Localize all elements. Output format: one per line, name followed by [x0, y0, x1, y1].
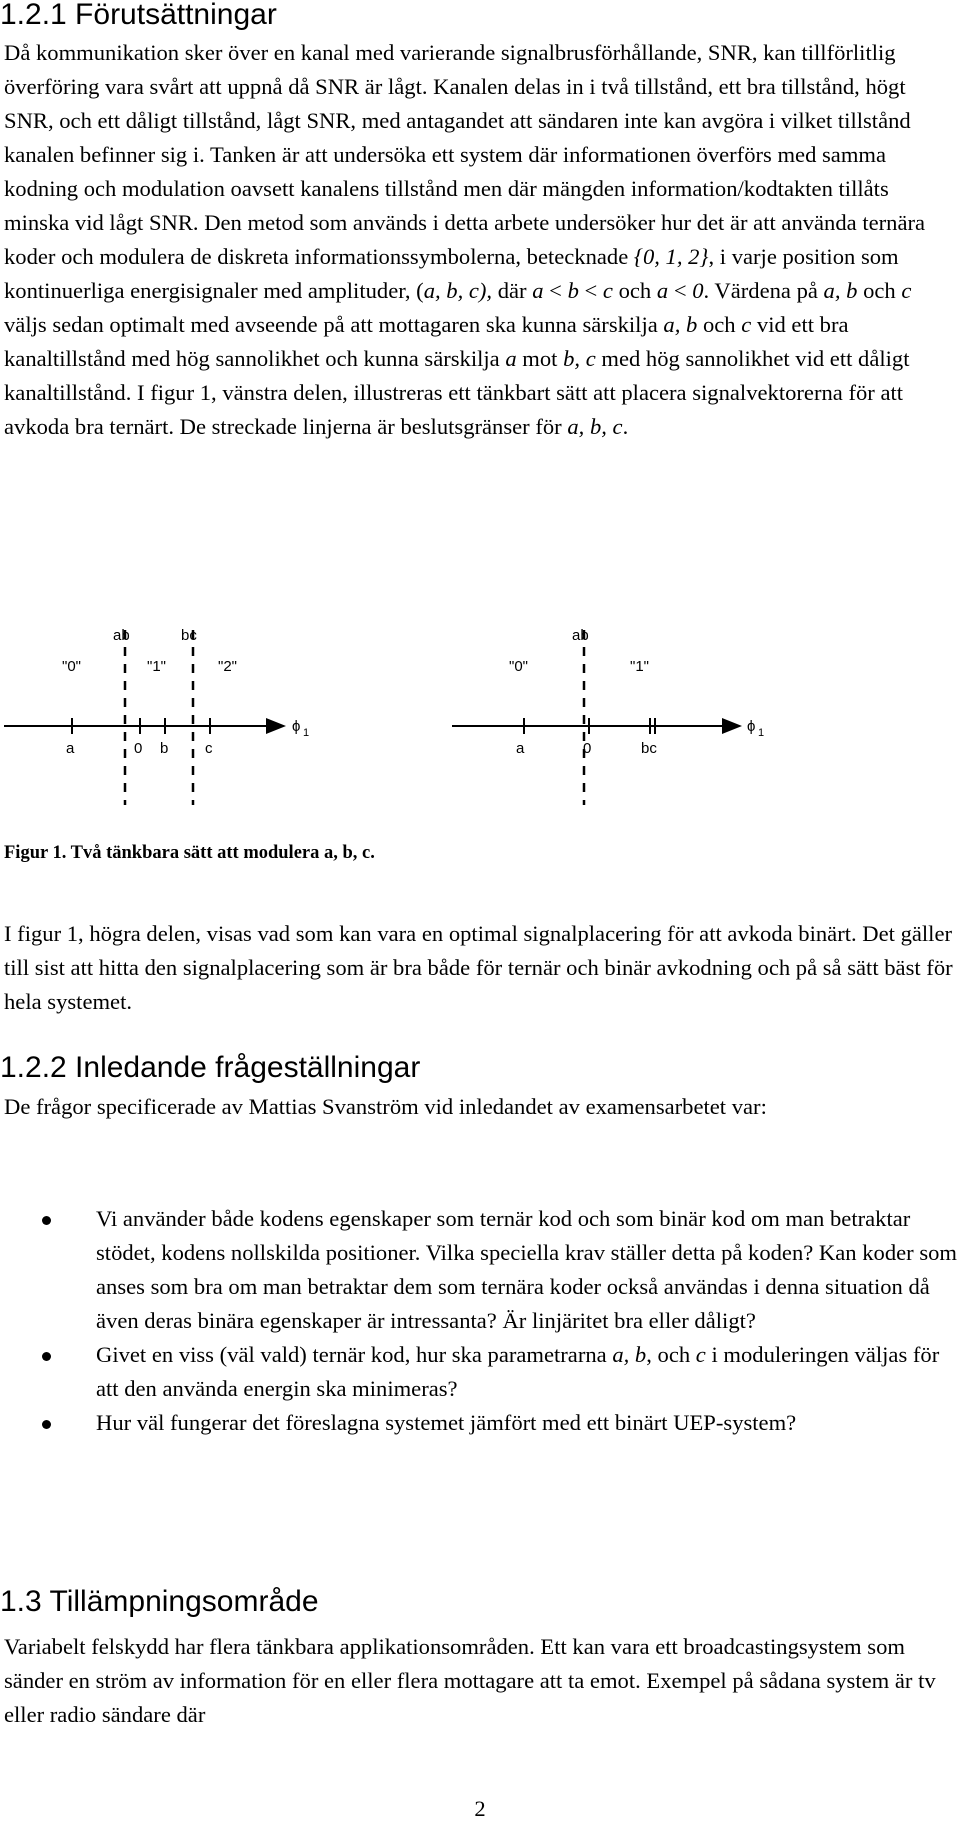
- paragraph-prerequisites: Då kommunikation sker över en kanal med varierande signalbrusförhållande, SNR, kan tillförlitlig överföring vara svårt att uppnå då SNR är lågt. Kanalen delas in i två tillstånd, ett bra tillstånd, högt SNR, och ett dåligt tillstånd, lågt SNR, med antagandet att sändaren inte kan avgöra i vilket tillstånd kanalen befinner sig i. Tanken är att undersöka ett system där informationen överförs med samma kodning och modulation oavsett kanalens tillstånd men där mängden information/kodtakten tillåts minska vid lågt SNR. Den metod som används i detta arbete undersöker hur det är att använda ternära koder och modulera de diskreta informationssymbolerna, betecknade {0, 1, 2}, i varje position som kontinuerliga energisignaler med amplituder, (a, b, c), där a < b < c och a < 0. Värdena på a, b och c väljs sedan optimalt med avseende på att mottagaren ska kunna särskilja a, b och c vid ett bra kanaltillstånd med hög sannolikhet och kunna särskilja a mot b, c med hög sannolikhet vid ett dåligt kanaltillstånd. I figur 1, vänstra delen, illustreras ett tänkbart sätt att placera signalvektorerna för att avkoda bra ternärt. De streckade linjerna är beslutsgränser för a, b, c.: [4, 40, 926, 439]
- left-region-label-2: "2": [218, 658, 237, 675]
- right-axis-subscript: 1: [758, 727, 765, 739]
- paragraph-questions-intro: De frågor specificerade av Mattias Svanström vid inledandet av examensarbetet var:: [4, 1094, 767, 1119]
- figure-right-binary: [452, 627, 764, 805]
- right-region-label-1: "1": [630, 658, 649, 675]
- left-boundary-label-bc: bc: [181, 627, 197, 644]
- right-point-label-0: 0: [583, 740, 592, 757]
- left-axis-arrowhead: [266, 718, 286, 734]
- question-2-text: Givet en viss (väl vald) ternär kod, hur ska parametrarna a, b, och c i moduleringen väljas för att den använda energin ska minimeras?: [96, 1342, 940, 1401]
- paragraph-figure-right: I figur 1, högra delen, visas vad som kan vara en optimal signalplacering för att avkoda binärt. Det gäller till sist att hitta den signalplacering som är bra både för ternär och binär avkodning och på så sätt bäst för hela systemet.: [4, 921, 953, 1014]
- bullet-icon: [42, 1420, 51, 1429]
- list-item: [0, 1202, 960, 1338]
- left-axis-label: ϕ: [292, 718, 301, 735]
- left-point-label-0: 0: [134, 740, 143, 757]
- list-item: [0, 1406, 960, 1440]
- paragraph-application-area: Variabelt felskydd har flera tänkbara applikationsområden. Ett kan vara ett broadcastingsystem som sänder en ström av information för en eller flera mottagare att ta emot. Exempel på sådana system är tv eller radio sändare där: [4, 1634, 936, 1727]
- section-heading-1-3: 1.3 Tillämpningsområde: [0, 1585, 319, 1618]
- left-point-label-b: b: [160, 740, 169, 757]
- page-number: 2: [474, 1796, 486, 1821]
- left-point-label-a: a: [66, 740, 75, 757]
- question-1-text: Vi använder både kodens egenskaper som ternär kod och som binär kod om man betraktar stödet, kodens nollskilda positioner. Vilka speciella krav ställer detta på koden? Kan koder som anses som bra om man betraktar dem som ternära koder också användas i denna situation då även deras binära egenskaper är intressanta? Är linjäritet bra eller dåligt?: [96, 1206, 957, 1333]
- bullet-icon: [42, 1352, 51, 1361]
- right-region-label-0: "0": [509, 658, 528, 675]
- figure-1-signal-placement: [0, 615, 960, 815]
- figure-caption: Figur 1. Två tänkbara sätt att modulera a, b, c.: [4, 843, 375, 863]
- right-boundary-label-ab: ab: [572, 627, 589, 644]
- section-heading-1-2-2: 1.2.2 Inledande frågeställningar: [0, 1051, 421, 1084]
- section-heading-1-2-1: 1.2.1 Förutsättningar: [0, 0, 277, 31]
- figure-left-ternary: [4, 627, 309, 805]
- left-region-label-1: "1": [147, 658, 166, 675]
- question-3-text: Hur väl fungerar det föreslagna systemet jämfört med ett binärt UEP-system?: [96, 1410, 797, 1435]
- left-boundary-label-ab: ab: [113, 627, 130, 644]
- right-point-label-bc: bc: [641, 740, 657, 757]
- list-item: [0, 1338, 960, 1406]
- right-axis-label: ϕ: [747, 718, 756, 735]
- left-axis-subscript: 1: [303, 727, 310, 739]
- left-point-label-c: c: [205, 740, 213, 757]
- left-region-label-0: "0": [62, 658, 81, 675]
- right-axis-arrowhead: [722, 718, 742, 734]
- question-list: [0, 1202, 960, 1440]
- right-point-label-a: a: [516, 740, 525, 757]
- bullet-icon: [42, 1216, 51, 1225]
